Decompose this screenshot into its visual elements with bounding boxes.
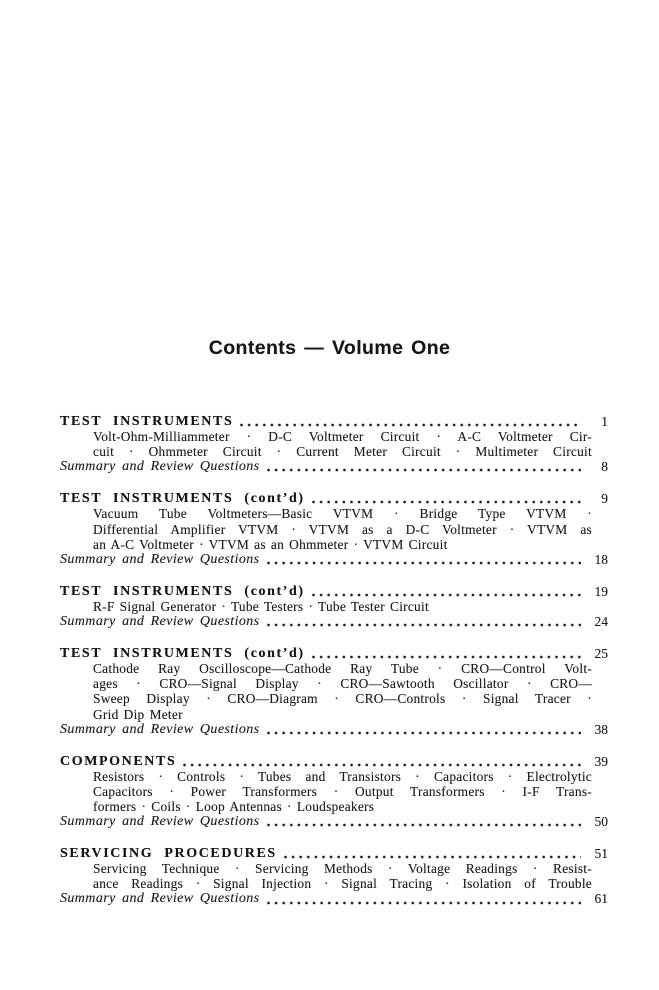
section-topics-line: Differential Amplifier VTVM · VTVM as a D-C Voltmeter · VTVM as: [93, 521, 592, 537]
section-page-number: 19: [594, 583, 608, 599]
summary-page-number: 24: [594, 614, 608, 630]
summary-page-number: 61: [594, 891, 608, 907]
toc-section-components: [60, 754, 608, 829]
section-topics-line: R-F Signal Generator · Tube Testers · Tube Tester Circuit: [93, 598, 429, 614]
dot-leader: [312, 593, 581, 597]
section-topics-line: Cathode Ray Oscilloscope—Cathode Ray Tube · CRO—Control Volt-: [93, 661, 592, 677]
section-page-number: 1: [601, 414, 608, 429]
section-page-number: 39: [594, 753, 608, 769]
section-heading: COMPONENTS: [60, 753, 177, 769]
section-topics-line: cuit · Ohmmeter Circuit · Current Meter Circuit · Multimeter Circuit: [93, 444, 592, 460]
section-page-number: 25: [594, 646, 608, 662]
section-topics-line: Grid Dip Meter: [93, 706, 183, 722]
section-heading: SERVICING PROCEDURES: [60, 846, 277, 862]
dot-leader: [267, 731, 581, 735]
toc-heading-row: [60, 846, 608, 861]
section-topics-line: an A-C Voltmeter · VTVM as an Ohmmeter · VTVM Circuit: [93, 536, 448, 552]
section-heading: TEST INSTRUMENTS: [60, 414, 234, 429]
dot-leader: [267, 623, 581, 627]
dot-leader: [183, 763, 581, 767]
dot-leader: [267, 901, 581, 905]
summary-row: [60, 814, 608, 829]
dot-leader: [284, 855, 581, 859]
dot-leader: [312, 500, 581, 504]
summary-label: Summary and Review Questions: [60, 721, 260, 737]
summary-row: [60, 552, 608, 567]
summary-label: Summary and Review Questions: [60, 459, 260, 475]
toc-section-test-instruments-4: [60, 646, 608, 737]
toc-section-test-instruments-3: [60, 584, 608, 629]
dot-leader: [267, 561, 581, 565]
toc-heading-row: [60, 414, 608, 429]
section-topics-line: Vacuum Tube Voltmeters—Basic VTVM · Bridge Type VTVM ·: [93, 506, 592, 522]
section-page-number: 51: [594, 846, 608, 862]
summary-row: [60, 614, 608, 629]
toc-heading-row: [60, 584, 608, 599]
section-topics-line: ages · CRO—Signal Display · CRO—Sawtooth Oscillator · CRO—: [93, 676, 592, 692]
summary-label: Summary and Review Questions: [60, 814, 260, 830]
summary-page-number: 50: [594, 814, 608, 830]
toc-section-test-instruments-2: [60, 491, 608, 566]
section-topics-line: Sweep Display · CRO—Diagram · CRO—Controls · Signal Tracer ·: [93, 691, 592, 707]
summary-page-number: 8: [601, 459, 608, 475]
section-topics-line: Servicing Technique · Servicing Methods · Voltage Readings · Resist-: [93, 861, 592, 877]
toc-section-servicing-procedures: [60, 846, 608, 906]
page-title: Contents — Volume One: [208, 337, 451, 359]
section-topics-line: formers · Coils · Loop Antennas · Loudspeakers: [93, 798, 375, 814]
summary-row: [60, 459, 608, 474]
summary-page-number: 38: [594, 721, 608, 737]
summary-row: [60, 722, 608, 737]
toc-heading-row: [60, 754, 608, 769]
section-topics-line: Capacitors · Power Transformers · Output Transformers · I-F Trans-: [93, 783, 592, 799]
table-of-contents: [60, 414, 608, 924]
section-topics-line: Volt-Ohm-Milliammeter · D-C Voltmeter Circuit · A-C Voltmeter Cir-: [93, 429, 592, 445]
dot-leader: [240, 423, 581, 427]
toc-heading-row: [60, 491, 608, 506]
section-heading: TEST INSTRUMENTS (cont’d): [60, 583, 305, 599]
section-heading: TEST INSTRUMENTS (cont’d): [60, 646, 305, 662]
toc-heading-row: [60, 646, 608, 661]
dot-leader: [312, 655, 581, 659]
summary-label: Summary and Review Questions: [60, 551, 260, 567]
toc-section-test-instruments-1: [60, 414, 608, 474]
dot-leader: [267, 468, 581, 472]
summary-label: Summary and Review Questions: [60, 614, 260, 630]
section-topics-line: Resistors · Controls · Tubes and Transistors · Capacitors · Electrolytic: [93, 768, 592, 784]
section-heading: TEST INSTRUMENTS (cont’d): [60, 491, 305, 507]
summary-page-number: 18: [594, 551, 608, 567]
dot-leader: [267, 823, 581, 827]
summary-row: [60, 891, 608, 906]
summary-label: Summary and Review Questions: [60, 891, 260, 907]
section-page-number: 9: [601, 491, 608, 507]
section-topics-line: ance Readings · Signal Injection · Signal Tracing · Isolation of Trouble: [93, 876, 592, 892]
